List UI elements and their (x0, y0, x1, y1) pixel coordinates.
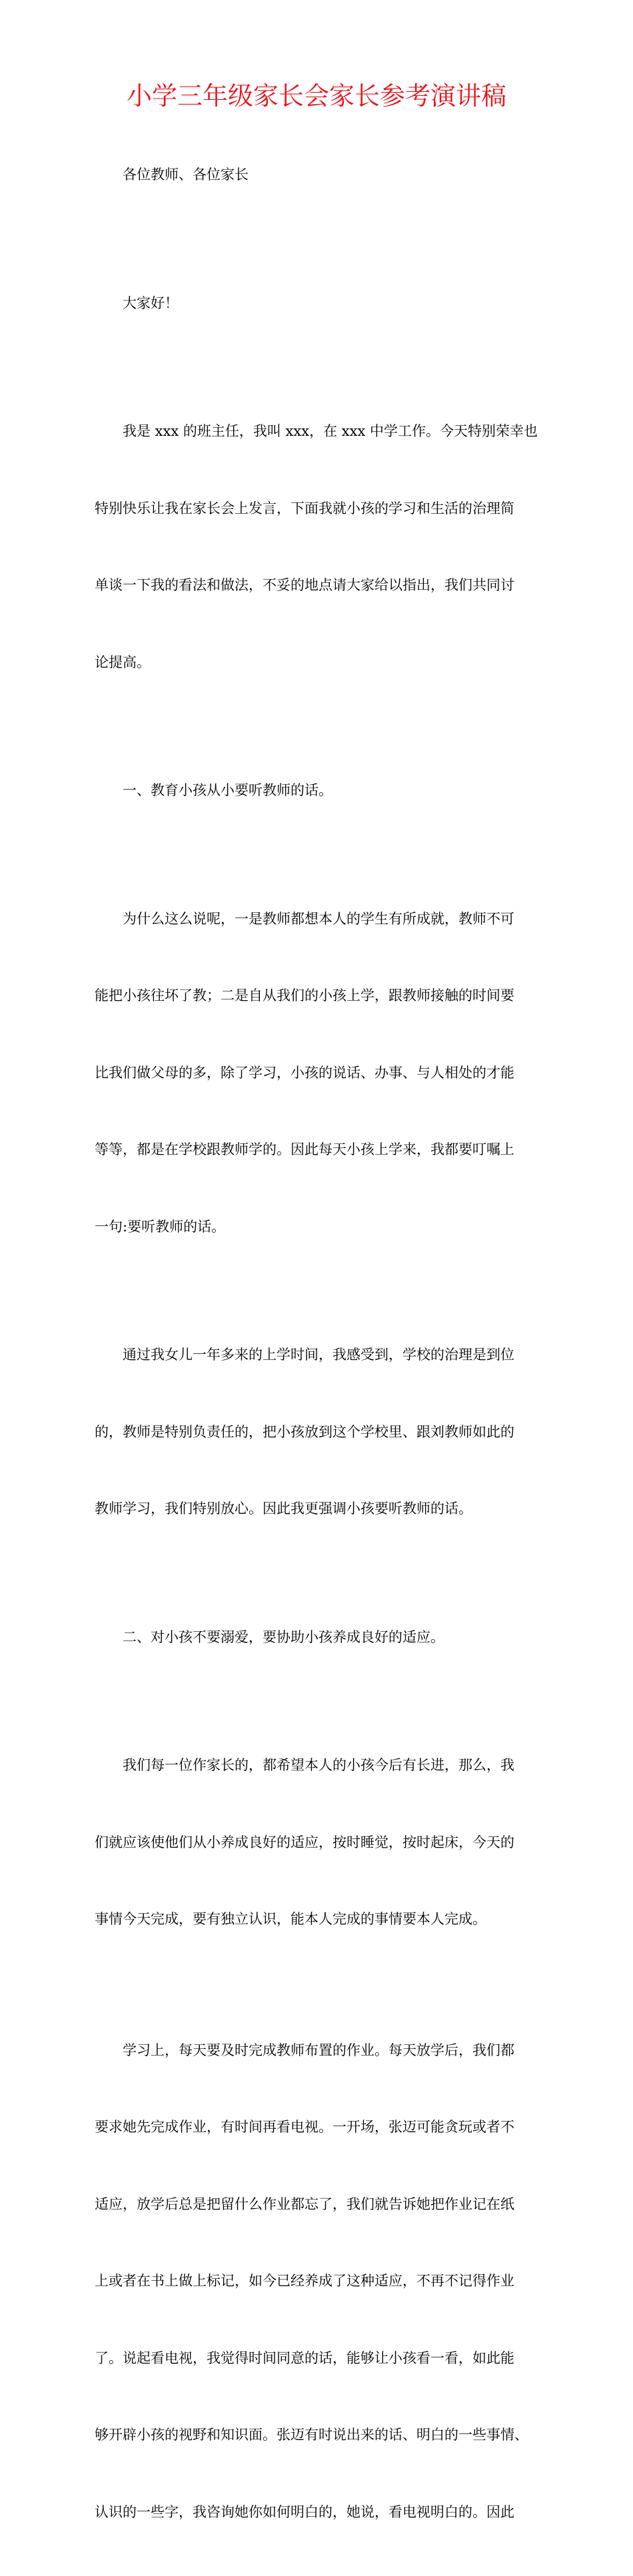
paragraph-line: 特别快乐让我在家长会上发言，下面我就小孩的学习和生活的治理简 (95, 496, 552, 522)
document-title: 小学三年级家长会家长参考演讲稿 (0, 80, 633, 112)
body-paragraph-1 (95, 855, 552, 1291)
section-heading-1 (95, 726, 552, 855)
paragraph-line: 大家好！ (95, 291, 552, 317)
greeting-paragraph (95, 111, 552, 239)
paragraph-line: 教师学习，我们特别放心。因此我更强调小孩要听教师的话。 (95, 1496, 552, 1522)
section-heading-2 (95, 1573, 552, 1702)
body-paragraph-2 (95, 1291, 552, 1573)
paragraph-line: 的，教师是特别负责任的，把小孩放到这个学校里、跟刘教师如此的 (95, 1419, 552, 1445)
paragraph-line: 各位教师、各位家长 (95, 162, 552, 188)
paragraph-line: 一、教育小孩从小要听教师的话。 (95, 778, 552, 804)
paragraph-line: 比我们做父母的多，除了学习，小孩的说话、办事、与人相处的才能 (95, 1060, 552, 1086)
paragraph-line: 我们每一位作家长的，都希望本人的小孩今后有长进，那么，我 (95, 1752, 552, 1778)
intro-paragraph (95, 367, 552, 726)
paragraph-line: 学习上，每天要及时完成教师布置的作业。每天放学后，我们都 (95, 2038, 552, 2064)
paragraph-line: 单谈一下我的看法和做法，不妥的地点请大家给以指出，我们共同讨 (95, 572, 552, 598)
document-page (0, 0, 633, 820)
paragraph-line: 事情今天完成，要有独立认识，能本人完成的事情要本人完成。 (95, 1906, 552, 1932)
paragraph-line: 二、对小孩不要溺爱，要协助小孩养成良好的适应。 (95, 1624, 552, 1650)
paragraph-line: 为什么这么说呢，一是教师都想本人的学生有所成就，教师不可 (95, 906, 552, 932)
paragraph-line: 通过我女儿一年多来的上学时间，我感受到，学校的治理是到位 (95, 1342, 552, 1368)
paragraph-line: 等等，都是在学校跟教师学的。因此每天小孩上学来，我都要叮嘱上 (95, 1137, 552, 1163)
paragraph-line: 要求她先完成作业，有时间再看电视。一开场，张迈可能贪玩或者不 (95, 2114, 552, 2140)
body-paragraph-3 (95, 1701, 552, 1984)
salutation-paragraph (95, 239, 552, 368)
paragraph-line: 认识的一些字，我咨询她你如何明白的，她说，看电视明白的。因此 (95, 2499, 552, 2525)
paragraph-line: 上或者在书上做上标记，如今已经养成了这种适应，不再不记得作业 (95, 2268, 552, 2294)
document-body (95, 111, 552, 2576)
paragraph-line: 了。说起看电视，我觉得时间同意的话，能够让小孩看一看，如此能 (95, 2345, 552, 2371)
paragraph-line: 们就应该使他们从小养成良好的适应，按时睡觉，按时起床，今天的 (95, 1830, 552, 1856)
paragraph-line: 我是 xxx 的班主任，我叫 xxx，在 xxx 中学工作。今天特别荣幸也 (95, 418, 552, 444)
paragraph-line: 论提高。 (95, 650, 552, 676)
paragraph-line: 能把小孩往坏了教；二是自从我们的小孩上学，跟教师接触的时间要 (95, 983, 552, 1009)
paragraph-line: 够开辟小孩的视野和知识面。张迈有时说出来的话、明白的一些事情、 (95, 2422, 552, 2448)
paragraph-line: 适应，放学后总是把留什么作业都忘了，我们就告诉她把作业记在纸 (95, 2192, 552, 2218)
paragraph-line: 一句:要听教师的话。 (95, 1214, 552, 1240)
body-paragraph-4 (95, 1986, 552, 2576)
